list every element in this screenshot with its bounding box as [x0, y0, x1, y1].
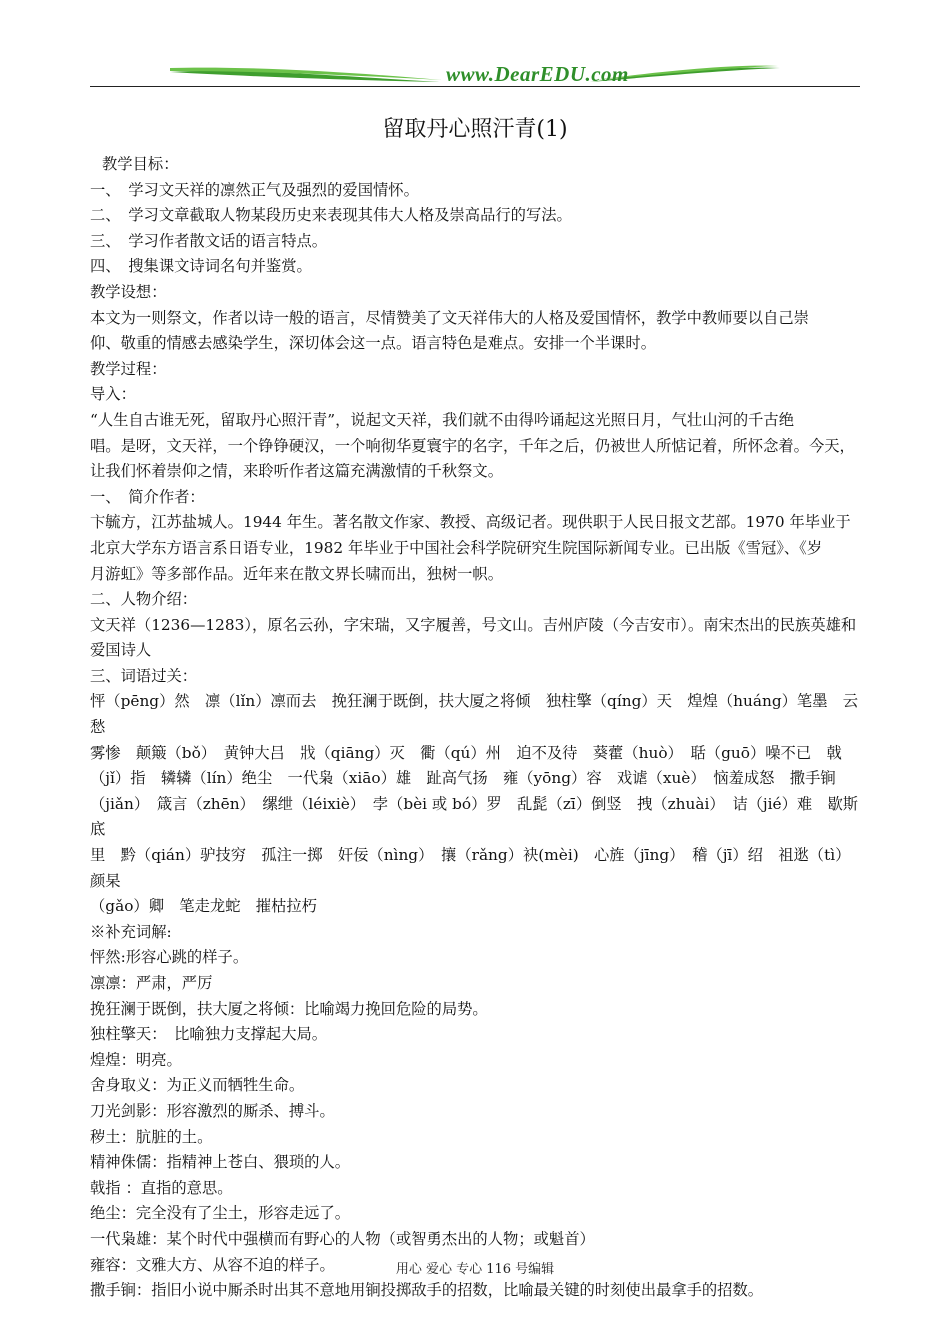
- text-line: 撒手锏：指旧小说中厮杀时出其不意地用锏投掷敌手的招数，比喻最关键的时刻使出最拿手的招数。: [90, 1281, 764, 1300]
- text-line: 里 黔（qián）驴技穷 孤注一掷 奸佞（nìng） 攘（rǎng）袂(mèi) 心旌（jīng） 稽（jī）绍 祖逖（tì） 颜杲: [90, 846, 859, 890]
- site-header: [90, 58, 860, 92]
- text-line: 唱。是呀，文天祥，一个铮铮硬汉，一个响彻华夏寰宇的名字，千年之后，仍被世人所惦记着，所怀念着。今天，: [90, 436, 855, 455]
- text-line: 挽狂澜于既倒，扶大厦之将倾：比喻竭力挽回危险的局势。: [90, 999, 488, 1018]
- text-line: 精神侏儒：指精神上苍白、猥琐的人。: [90, 1153, 351, 1172]
- text-line: “人生自古谁无死，留取丹心照汗青”，说起文天祥，我们就不由得吟诵起这光照日月，气壮山河的千古绝: [90, 410, 795, 429]
- text-line: 怦然:形容心跳的样子。: [90, 948, 249, 967]
- text-line: （jiǎn） 箴言（zhēn） 缧绁（léixiè） 孛（bèi 或 bó）罗 乱髭（zī）倒竖 拽（zhuài） 诘（jié）难 歇斯底: [90, 794, 859, 839]
- text-line: 卞毓方，江苏盐城人。1944 年生。著名散文作家、教授、高级记者。现供职于人民日报文艺部。1970 年毕业于: [90, 513, 851, 532]
- text-line: 舍身取义：为正义而牺牲生命。: [90, 1076, 305, 1095]
- text-line: 雍容：文雅大方、从容不迫的样子。: [90, 1255, 335, 1274]
- text-line: 绝尘：完全没有了尘土，形容走远了。: [90, 1204, 351, 1223]
- text-line: 本文为一则祭文，作者以诗一般的语言，尽情赞美了文天祥伟大的人格及爱国情怀，教学中教师要以自己崇: [90, 308, 809, 327]
- text-line: （gǎo）卿 笔走龙蛇 摧枯拉朽: [90, 897, 317, 916]
- text-line: 一、 学习文天祥的凛然正气及强烈的爱国情怀。: [90, 180, 419, 199]
- section-heading: 三、词语过关：: [90, 666, 198, 685]
- site-logo-text: www.DearEDU.com: [446, 62, 629, 86]
- text-line: 仰、敬重的情感去感染学生，深切体会这一点。语言特色是难点。安排一个半课时。: [90, 334, 656, 353]
- text-line: 让我们怀着崇仰之情，来聆听作者这篇充满激情的千秋祭文。: [90, 462, 504, 481]
- text-line: 怦（pēng）然 凛（lǐn）凛而去 挽狂澜于既倒，扶大厦之将倾 独柱擎（qíng）天 煌煌（huáng）笔墨 云愁: [90, 692, 859, 737]
- text-line: 凛凛：严肃，严厉: [90, 974, 213, 992]
- text-line: 三、 学习作者散文话的语言特点。: [90, 231, 328, 250]
- section-heading: 二、人物介绍：: [90, 590, 198, 609]
- section-heading: ※补充词解:: [90, 922, 172, 941]
- text-line: 独柱擎天： 比喻独力支撑起大局。: [90, 1025, 328, 1044]
- section-heading: 教学目标：: [102, 155, 179, 173]
- page-title: 留取丹心照汗青(1): [382, 117, 568, 142]
- section-heading: 教学设想：: [90, 282, 167, 301]
- text-line: 爱国诗人: [90, 641, 152, 660]
- header-rule: [90, 86, 860, 87]
- text-line: 一代枭雄：某个时代中强横而有野心的人物（或智勇杰出的人物；或魁首）: [90, 1229, 595, 1248]
- text-line: 戟指 ：直指的意思。: [90, 1178, 233, 1197]
- text-line: 刀光剑影：形容激烈的厮杀、搏斗。: [90, 1101, 335, 1120]
- text-line: 秽土：肮脏的土。: [90, 1127, 213, 1146]
- section-heading: 导入：: [90, 385, 136, 404]
- text-line: 月游虹》等多部作品。近年来在散文界长啸而出，独树一帜。: [90, 564, 504, 583]
- text-line: 北京大学东方语言系日语专业，1982 年毕业于中国社会科学院研究生院国际新闻专业。已出版《雪冠》、《岁: [90, 538, 823, 557]
- text-line: 四、 搜集课文诗词名句并鉴赏。: [90, 257, 312, 276]
- text-line: 雾惨 颠簸（bǒ） 黄钟大吕 戕（qiāng）灭 衢（qú）州 迫不及待 葵藿（huò） 聒（guō）噪不已 戟: [90, 743, 842, 762]
- text-line: 二、 学习文章截取人物某段历史来表现其伟大人格及崇高品行的写法。: [90, 206, 572, 225]
- page-footer: 用心 爱心 专心 116 号编辑: [395, 1262, 555, 1277]
- text-line: 文天祥（1236—1283），原名云孙，字宋瑞，又字履善，号文山。吉州庐陵（今吉安市）。南宋杰出的民族英雄和: [90, 615, 857, 634]
- text-line: （jǐ）指 辚辚（lín）绝尘 一代枭（xiāo）雄 趾高气扬 雍（yōng）容 戏谑（xuè） 恼羞成怒 撒手锏: [90, 769, 836, 788]
- section-heading: 一、 简介作者：: [90, 487, 205, 506]
- document-body: [90, 152, 862, 1304]
- section-heading: 教学过程：: [90, 359, 167, 378]
- text-line: 煌煌：明亮。: [90, 1050, 182, 1069]
